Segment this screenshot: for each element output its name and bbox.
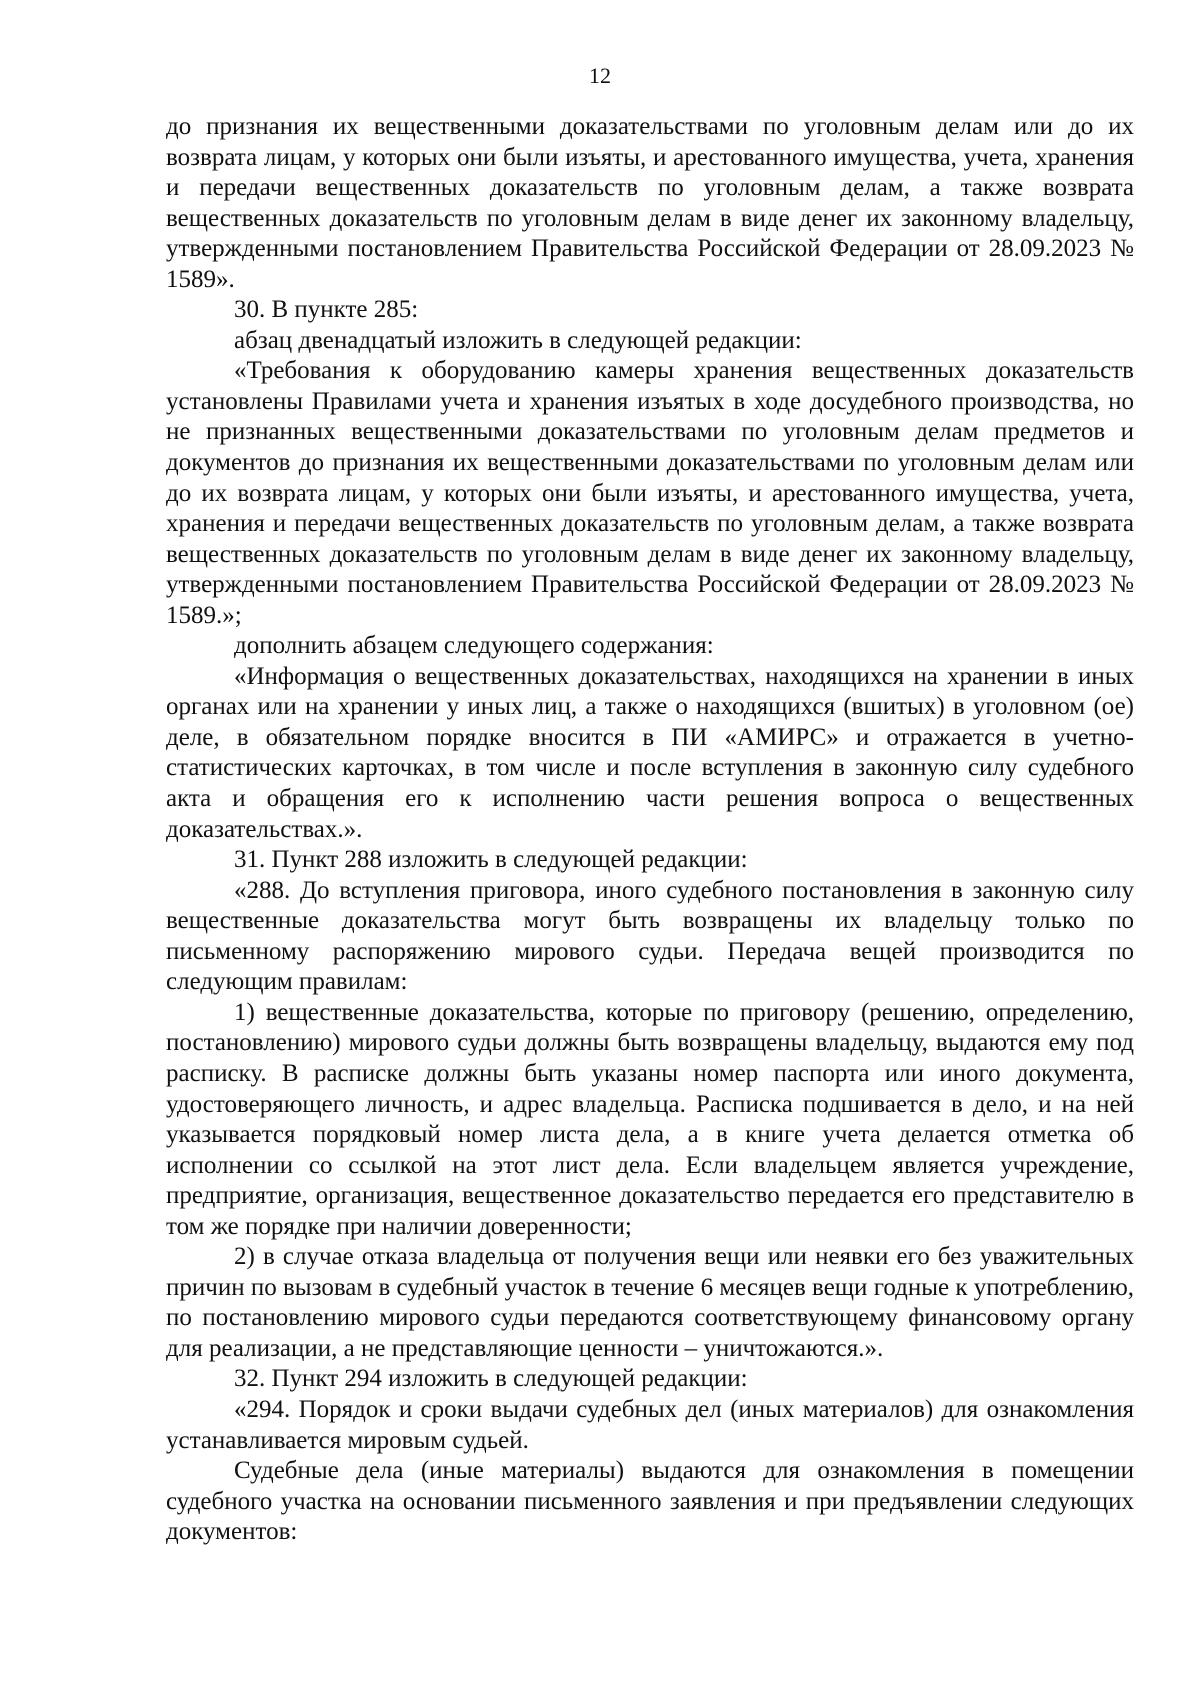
page-number: 12: [589, 63, 611, 88]
paragraph-quote: «Информация о вещественных доказательствах, находящихся на хранении в иных органах или на хранении у иных лиц, а также о находящихся (вшитых) в уголовном (ое) деле, в обязательном порядке вносится в ПИ «АМИРС» и отражается в учетно-статистических карточках, в том числе и после вступления в законную силу судебного акта и обращения его к исполнению части решения вопроса о вещественных доказательствах.».: [166, 662, 1134, 843]
paragraph-quote: «294. Порядок и сроки выдачи судебных дел (иных материалов) для ознакомления устанавливается мировым судьей.: [166, 1395, 1134, 1454]
paragraph: дополнить абзацем следующего содержания:: [234, 632, 714, 660]
list-item-1: 1) вещественные доказательства, которые по приговору (решению, определению, постановлению) мирового судьи должны быть возвращены владельцу, выдаются ему под расписку. В расписке должны быть указаны номер паспорта или иного документа, удостоверяющего личность, и адрес владельца. Расписка подшивается в дело, и на ней указывается порядковый номер листа дела, а в книге учета делается отметка об исполнении со ссылкой на этот лист дела. Если владельцем является учреждение, предприятие, организация, вещественное доказательство передается его представителю в том же порядке при наличии доверенности;: [166, 998, 1134, 1240]
paragraph-item-31: 31. Пункт 288 изложить в следующей редакции:: [234, 846, 748, 874]
paragraph: абзац двенадцатый изложить в следующей редакции:: [234, 326, 802, 354]
paragraph-item-32: 32. Пункт 294 изложить в следующей редакции:: [234, 1365, 748, 1393]
paragraph-quote: «288. До вступления приговора, иного судебного постановления в законную силу вещественные доказательства могут быть возвращены их владельцу только по письменному распоряжению мирового судьи. Передача вещей производится по следующим правилам:: [166, 876, 1134, 996]
paragraph-item-30: 30. В пункте 285:: [234, 296, 419, 324]
paragraph-continuation: до признания их вещественными доказательствами по уголовным делам или до их возврата лицам, у которых они были изъяты, и арестованного имущества, учета, хранения и передачи вещественных доказательств по уголовным делам, а также возврата вещественных доказательств по уголовным делам в виде денег их законному владельцу, утвержденными постановлением Правительства Российской Федерации от 28.09.2023 № 1589».: [166, 113, 1134, 293]
paragraph-quote: «Требования к оборудованию камеры хранения вещественных доказательств установлены Правилами учета и хранения изъятых в ходе досудебного производства, но не признанных вещественными доказательствами по уголовным делам предметов и документов до признания их вещественными доказательствами по уголовным делам или до их возврата лицам, у которых они были изъяты, и арестованного имущества, учета, хранения и передачи вещественных доказательств по уголовным делам, а также возврата вещественных доказательств по уголовным делам в виде денег их законному владельцу, утвержденными постановлением Правительства Российской Федерации от 28.09.2023 № 1589.»;: [166, 357, 1134, 629]
list-item-2: 2) в случае отказа владельца от получения вещи или неявки его без уважительных причин по вызовам в судебный участок в течение 6 месяцев вещи годные к употреблению, по постановлению мирового судьи передаются соответствующему финансовому органу для реализации, а не представляющие ценности – уничтожаются.».: [166, 1243, 1134, 1362]
document-body: [166, 112, 1134, 1548]
paragraph: Судебные дела (иные материалы) выдаются для ознакомления в помещении судебного участка на основании письменного заявления и при предъявлении следующих документов:: [166, 1457, 1134, 1546]
